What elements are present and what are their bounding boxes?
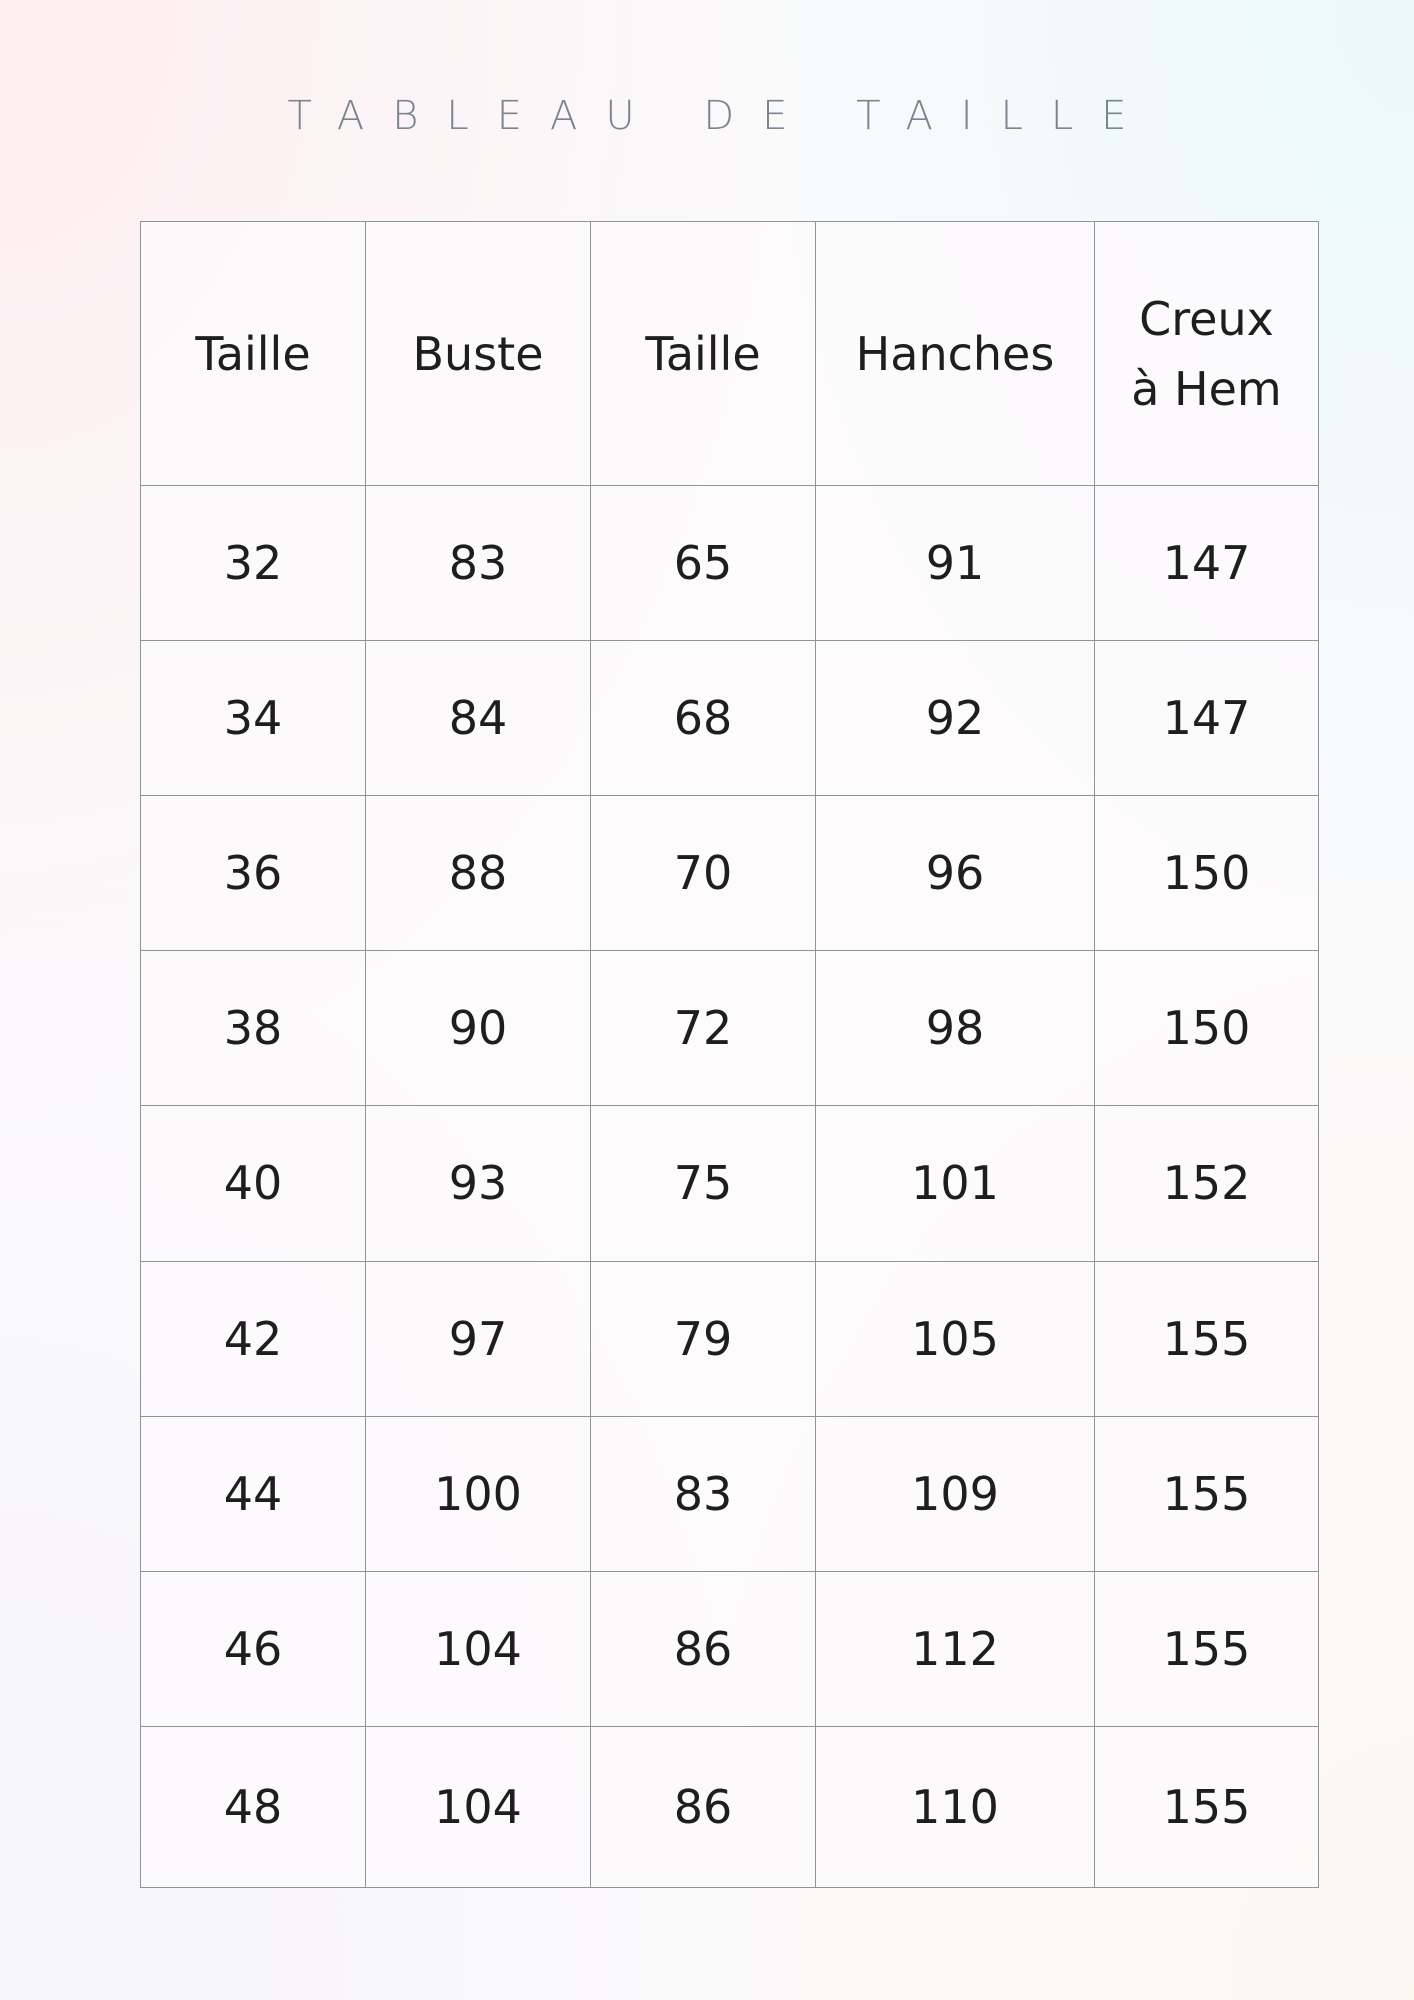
- table-row: [141, 796, 1319, 951]
- table-cell: 150: [1095, 796, 1319, 951]
- table-cell: 147: [1095, 641, 1319, 796]
- table-cell: 93: [366, 1106, 591, 1261]
- table-row: [141, 1571, 1319, 1726]
- table-cell: 70: [591, 796, 816, 951]
- table-cell: 83: [366, 486, 591, 641]
- table-cell: 110: [816, 1726, 1095, 1887]
- table-cell: 152: [1095, 1106, 1319, 1261]
- table-cell: 86: [591, 1571, 816, 1726]
- table-row: [141, 951, 1319, 1106]
- table-cell: 68: [591, 641, 816, 796]
- table-row: [141, 486, 1319, 641]
- table-cell: 155: [1095, 1261, 1319, 1416]
- column-header-taille-waist: Taille: [591, 222, 816, 486]
- table-cell: 92: [816, 641, 1095, 796]
- table-cell: 46: [141, 1571, 366, 1726]
- table-cell: 155: [1095, 1416, 1319, 1571]
- table-cell: 48: [141, 1726, 366, 1887]
- table-cell: 88: [366, 796, 591, 951]
- table-cell: 96: [816, 796, 1095, 951]
- table-row: [141, 1416, 1319, 1571]
- table-cell: 79: [591, 1261, 816, 1416]
- page-title: TABLEAU DE TAILLE: [287, 93, 1155, 139]
- table-cell: 42: [141, 1261, 366, 1416]
- table-row: [141, 641, 1319, 796]
- table-row: [141, 1726, 1319, 1887]
- table-cell: 40: [141, 1106, 366, 1261]
- table-cell: 104: [366, 1571, 591, 1726]
- table-header-row: [141, 222, 1319, 486]
- table-cell: 109: [816, 1416, 1095, 1571]
- table-cell: 38: [141, 951, 366, 1106]
- table-cell: 72: [591, 951, 816, 1106]
- table-cell: 105: [816, 1261, 1095, 1416]
- table-cell: 155: [1095, 1726, 1319, 1887]
- table-cell: 98: [816, 951, 1095, 1106]
- table-cell: 34: [141, 641, 366, 796]
- table-row: [141, 1106, 1319, 1261]
- column-header-creux-a-hem: Creux à Hem: [1095, 222, 1319, 486]
- table-cell: 155: [1095, 1571, 1319, 1726]
- table-cell: 84: [366, 641, 591, 796]
- table-row: [141, 1261, 1319, 1416]
- table-cell: 112: [816, 1571, 1095, 1726]
- column-header-taille-size: Taille: [141, 222, 366, 486]
- table-cell: 104: [366, 1726, 591, 1887]
- table-cell: 75: [591, 1106, 816, 1261]
- table-cell: 44: [141, 1416, 366, 1571]
- table-cell: 83: [591, 1416, 816, 1571]
- table-cell: 65: [591, 486, 816, 641]
- table-cell: 32: [141, 486, 366, 641]
- table-cell: 90: [366, 951, 591, 1106]
- table-cell: 91: [816, 486, 1095, 641]
- column-header-buste: Buste: [366, 222, 591, 486]
- column-header-hanches: Hanches: [816, 222, 1095, 486]
- table-cell: 100: [366, 1416, 591, 1571]
- table-cell: 101: [816, 1106, 1095, 1261]
- table-cell: 150: [1095, 951, 1319, 1106]
- table-cell: 97: [366, 1261, 591, 1416]
- table-cell: 86: [591, 1726, 816, 1887]
- size-chart-table: [140, 221, 1319, 1888]
- table-cell: 147: [1095, 486, 1319, 641]
- table-cell: 36: [141, 796, 366, 951]
